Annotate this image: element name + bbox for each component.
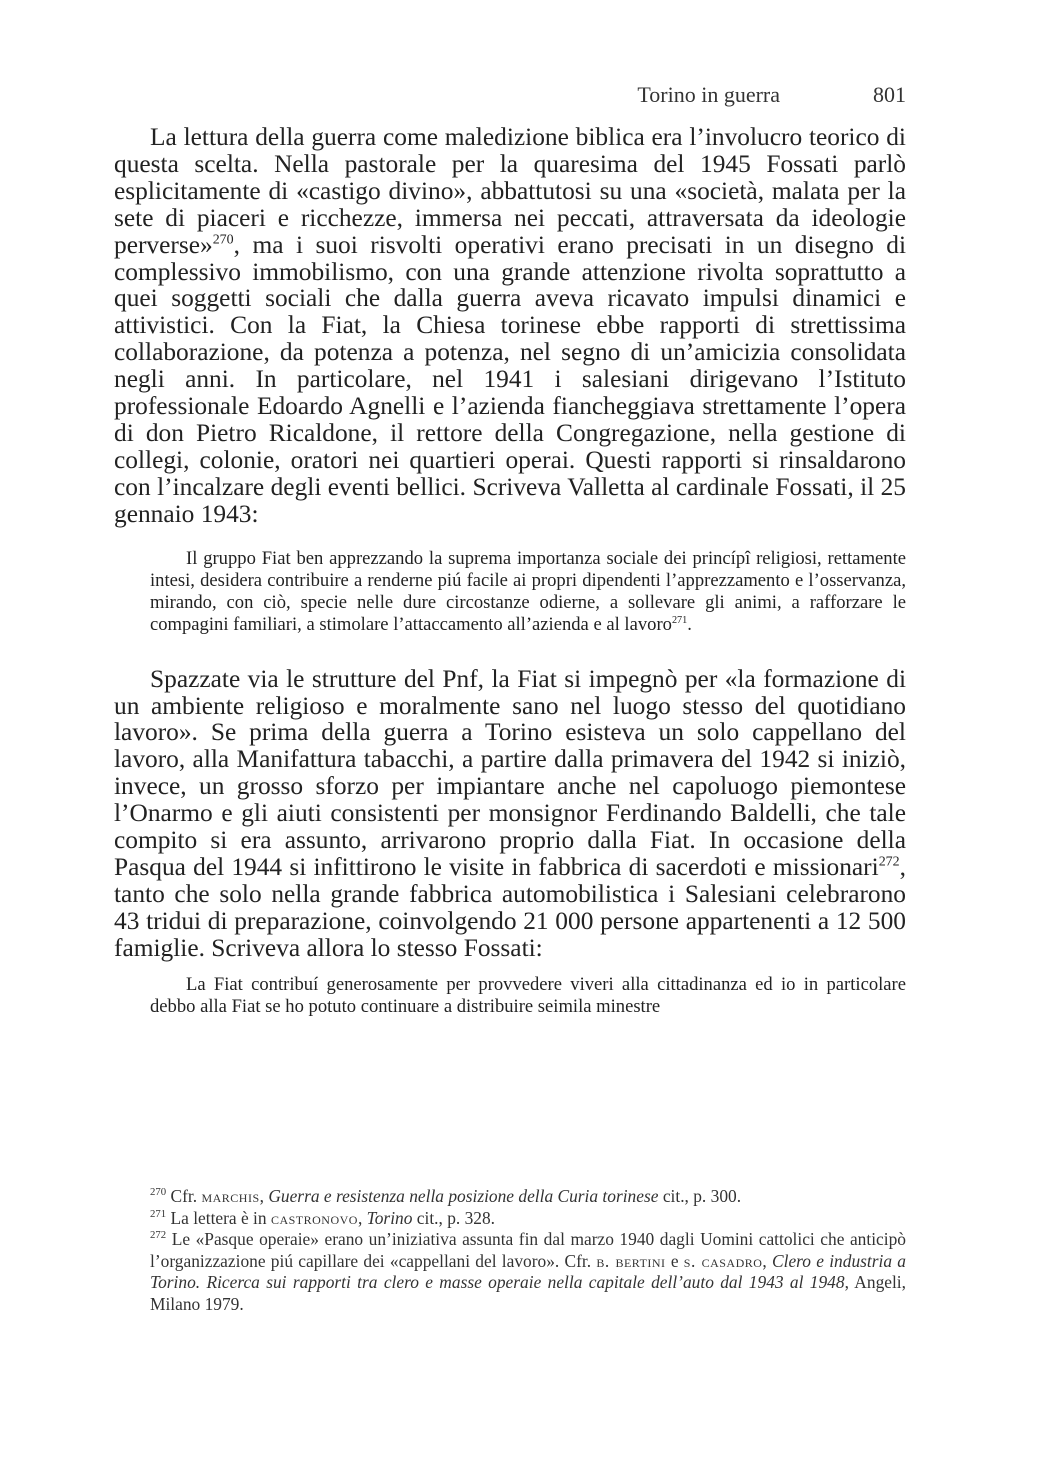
page-number: 801: [873, 82, 906, 107]
block-quote-1-end: .: [687, 613, 692, 635]
footnote-sep: ,: [259, 1186, 269, 1206]
paragraph-1-text-cont: , ma i suoi risvolti operativi erano precisati in un disegno di complessivo immobilismo, con una grande attenzione rivolta soprattutto a quei soggetti sociali che dalla guerra aveva ricavato impulsi dinamici e attivistici. Con la Fiat, la Chiesa torinese ebbe rapporti di strettissima collaborazione, da potenza a potenza, nel segno di un’amicizia consolidata negli anni. In particolare, nel 1941 i salesiani dirigevano l’Istituto professionale Edoardo Agnelli e l’azienda fiancheggiava strettamente l’opera di don Pietro Ricaldone, il rettore della Congregazione, nella gestione di collegi, colonie, oratori nei quartieri operai. Questi rapporti si rinsaldarono con l’incalzare degli eventi bellici. Scriveva Valletta al cardinale Fossati, il 25 gennaio 1943:: [114, 230, 906, 528]
footnote-ref-271[interactable]: 271: [671, 614, 688, 626]
block-quote-2-text: La Fiat contribuí generosamente per provvedere viveri alla cittadinanza ed io in particolare debbo alla Fiat se ho potuto continuare a distribuire seimila minestre: [150, 973, 906, 1017]
footnote-text: La lettera è in: [170, 1207, 271, 1228]
paragraph-1-text: La lettura della guerra come maledizione biblica era l’involucro teorico di questa scelta. Nella pastorale per la quaresima del 1945 Fossati parlò esplicitamente di «castigo divino», abbattutosi su una «società, malata per la sete di piaceri e ricchezze, immersa nei peccati, attraversata da ideologie perverse»: [114, 123, 906, 259]
footnote-author: b. bertini: [596, 1250, 666, 1271]
footnote-number: 270: [150, 1186, 167, 1199]
footnotes: [150, 1186, 906, 1315]
footnote-ref-272[interactable]: 272: [878, 854, 900, 870]
footnote-text: Le «Pasque operaie» erano un’iniziativa assunta fin dal marzo 1940 dagli Uomini cattolici che anticipò l’organizzazione piú capillare dei «cappellani del lavoro». Cfr.: [150, 1229, 906, 1271]
footnote-sep: ,: [762, 1250, 773, 1271]
footnote-text: Cfr.: [170, 1186, 202, 1206]
block-quote-1: [114, 548, 906, 636]
footnote-271: [150, 1208, 906, 1230]
running-header: [146, 82, 906, 112]
footnote-title: Clero e industria a Torino. Ricerca sui rapporti tra clero e masse operaie nella capitale dell’auto dal 1943 al 1948: [150, 1250, 906, 1292]
paragraph-2: [114, 666, 906, 962]
footnote-sep: ,: [357, 1207, 367, 1228]
running-title: Torino in guerra: [637, 82, 780, 107]
footnote-number: 272: [150, 1229, 167, 1242]
paragraph-2-text: Spazzate via le strutture del Pnf, la Fiat si impegnò per «la formazione di un ambiente religioso e moralmente sano nel luogo stesso del quotidiano lavoro». Se prima della guerra a Torino esisteva un solo cappellano del lavoro, alla Manifattura tabacchi, a partire dalla primavera del 1942 si iniziò, invece, un grosso sforzo per impiantare anche nel capoluogo piemontese l’Onarmo e gli aiuti consistenti per monsignor Ferdinando Baldelli, che tale compito si era assunto, arrivarono proprio dalla Fiat. In occasione della Pasqua del 1944 si infittirono le visite in fabbrica di sacerdoti e missionari: [114, 664, 906, 881]
main-text: [114, 124, 906, 1018]
footnote-and: e: [665, 1250, 684, 1271]
paragraph-1: [114, 124, 906, 528]
footnote-rest: cit., p. 300.: [658, 1186, 742, 1206]
block-quote-2: [114, 974, 906, 1018]
footnote-author: marchis: [201, 1186, 260, 1206]
footnote-rest: cit., p. 328.: [412, 1207, 496, 1228]
footnote-rest: , Angeli, Milano 1979.: [150, 1272, 906, 1314]
footnote-272: [150, 1229, 906, 1315]
footnote-270: [150, 1186, 906, 1208]
footnote-number: 271: [150, 1207, 167, 1220]
footnote-author: s. casadro: [683, 1250, 763, 1271]
block-quote-1-text: Il gruppo Fiat ben apprezzando la suprema importanza sociale dei princípî religiosi, rettamente intesi, desidera contribuire a renderne piú facile ai propri dipendenti l’apprezzamento e l’osservanza, mirando, con ciò, specie nelle dure circostanze odierne, a sollevare gli animi, a rafforzare le compagini familiari, a stimolare l’attaccamento all’azienda e al lavoro: [150, 547, 906, 635]
footnote-title: Torino: [366, 1207, 413, 1228]
footnote-title: Guerra e resistenza nella posizione della Curia torinese: [268, 1186, 659, 1206]
paragraph-2-text-cont: , tanto che solo nella grande fabbrica automobilistica i Salesiani celebrarono 43 tridui di preparazione, coinvolgendo 21 000 persone appartenenti a 12 500 famiglie. Scriveva allora lo stesso Fossati:: [114, 852, 906, 962]
footnote-ref-270[interactable]: 270: [212, 232, 234, 248]
footnote-author: castronovo: [270, 1207, 358, 1228]
